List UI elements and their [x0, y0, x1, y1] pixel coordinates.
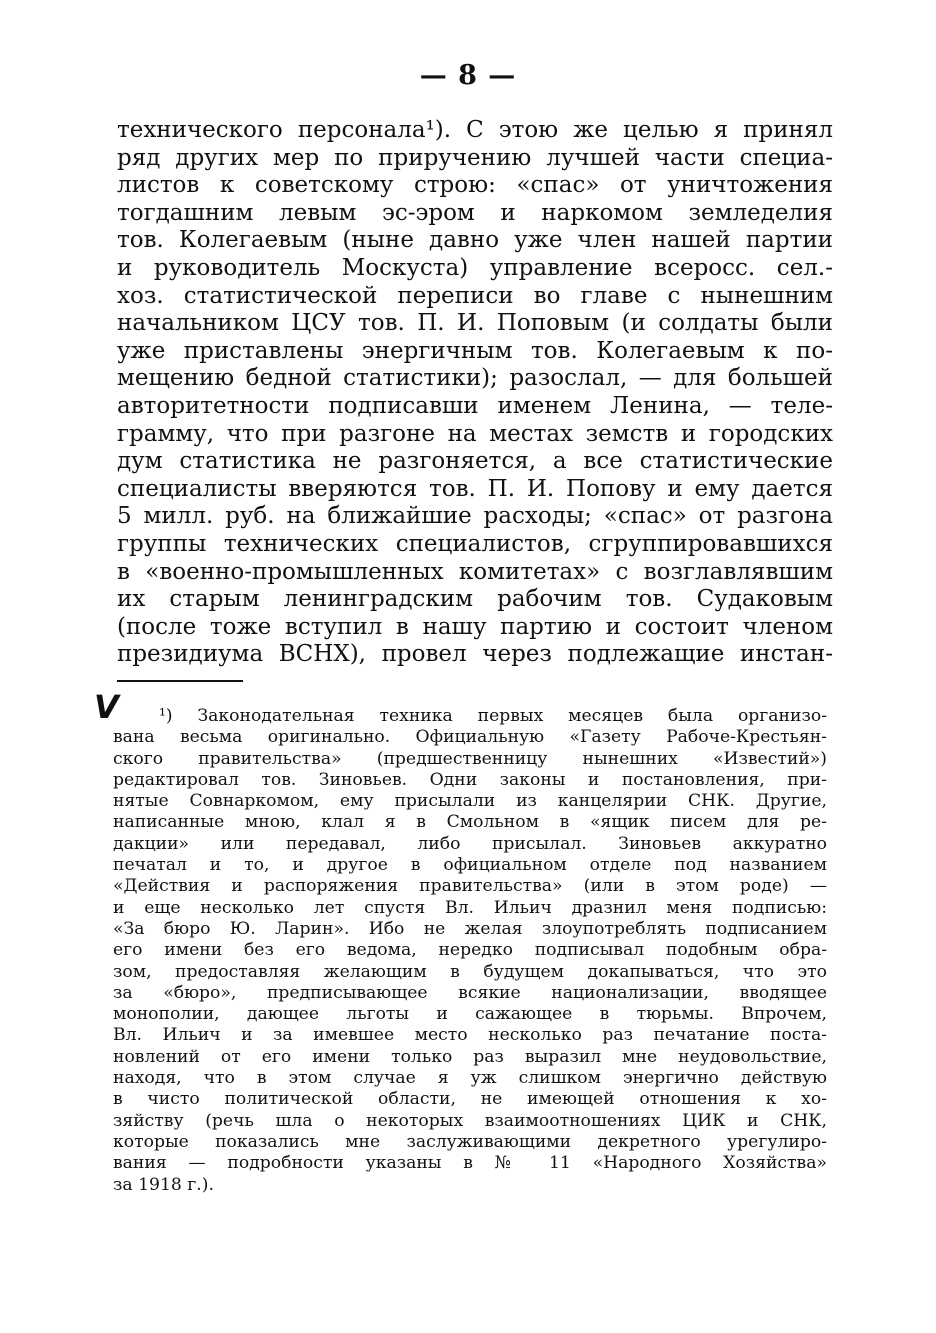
main-text-line: их старым ленинградским рабочим тов. Судаковым	[117, 586, 833, 613]
footnote-line: нятые Совнаркомом, ему присылали из канцелярии СНК. Другие,	[113, 791, 827, 812]
footnote-line: монополии, дающее льготы и сажающее в тюрьмы. Впрочем,	[113, 1004, 827, 1025]
footnote-line: и еще несколько лет спустя Вл. Ильич дразнил меня подписью:	[113, 897, 827, 918]
page-number: — 8 —	[419, 60, 517, 91]
footnote-line: дакции» или передавал, либо присылал. Зиновьев аккуратно	[113, 833, 827, 854]
main-text-line: дум статистика не разгоняется, а все статистические	[117, 448, 833, 475]
footnote-line: за 1918 г.).	[113, 1174, 214, 1195]
main-text-line: грамму, что при разгоне на местах земств и городских	[117, 420, 833, 447]
footnote-line: печатал и то, и другое в официальном отделе под названием	[113, 855, 827, 876]
footnote-line: вана весьма оригинально. Официальную «Газету Рабоче-Крестьян-	[113, 727, 827, 748]
main-text-line: президиума ВСНХ), провел через подлежащие инстан-	[117, 641, 833, 668]
main-text-line: специалисты вверяются тов. П. И. Попову и ему дается	[117, 475, 833, 502]
footnote-line: которые показались мне заслуживающими декретного урегулиро-	[113, 1131, 827, 1152]
main-text-line: и руководитель Москуста) управление всеросс. сел.-	[117, 254, 833, 281]
main-text-line: (после тоже вступил в нашу партию и состоит членом	[117, 613, 833, 640]
footnote-line: его имени без его ведома, нередко подписывал подобным обра-	[113, 940, 827, 961]
footnote-line: Вл. Ильич и за имевшее место несколько раз печатание поста-	[113, 1025, 827, 1046]
main-text-line: мещению бедной статистики); разослал, — для большей	[117, 365, 833, 392]
footnote-line: зяйству (речь шла о некоторых взаимоотношениях ЦИК и СНК,	[113, 1110, 827, 1131]
main-text-line: начальником ЦСУ тов. П. И. Поповым (и солдаты были	[117, 310, 833, 337]
footnote-line: за «бюро», предписывающее всякие национализации, вводящее	[113, 982, 827, 1003]
main-text-line: тогдашним левым эс-эром и наркомом земледелия	[117, 199, 833, 226]
footnote-line: «Действия и распоряжения правительства» (или в этом роде) —	[113, 876, 827, 897]
footnote-line: редактировал тов. Зиновьев. Одни законы и постановления, при-	[113, 769, 827, 790]
main-text-line: технического персонала¹). С этою же целью я принял	[117, 117, 833, 143]
footnote-line: ского правительства» (предшественницу нынешних «Известий»)	[113, 748, 827, 769]
main-text-line: уже приставлены энергичным тов. Колегаевым к по-	[117, 337, 833, 364]
footnote-line: зом, предоставляя желающим в будущем докапываться, что это	[113, 961, 827, 982]
main-text	[117, 117, 833, 669]
main-text-line: хоз. статистической переписи во главе с нынешним	[117, 282, 833, 309]
footnote-line: новлений от его имени только раз выразил мне неудовольствие,	[113, 1046, 827, 1067]
main-text-line: группы технических специалистов, сгруппировавшихся	[117, 530, 833, 557]
main-text-line: листов к советскому строю: «спас» от уничтожения	[117, 172, 833, 199]
footnote-line: вания — подробности указаны в № 11 «Народного Хозяйства»	[113, 1153, 827, 1174]
handwritten-check-mark: V	[94, 688, 119, 726]
footnote-line: в чисто политической области, не имеющей отношения к хо-	[113, 1089, 827, 1110]
main-text-line: в «военно-промышленных комитетах» с возглавлявшим	[117, 558, 833, 585]
main-text-line: авторитетности подписавши именем Ленина, — теле-	[117, 392, 833, 419]
main-text-line: ряд других мер по приручению лучшей части специа-	[117, 144, 833, 171]
main-text-line: 5 милл. руб. на ближайшие расходы; «спас» от разгона	[117, 503, 833, 530]
footnote-divider	[117, 680, 243, 682]
footnote-line: ¹) Законодательная техника первых месяцев была организо-	[159, 706, 827, 726]
main-text-line: тов. Колегаевым (ныне давно уже член нашей партии	[117, 227, 833, 254]
footnote-line: «За бюро Ю. Ларин». Ибо не желая злоупотреблять подписанием	[113, 918, 827, 939]
footnote-line: находя, что в этом случае я уж слишком энергично действую	[113, 1068, 827, 1089]
footnote-line: написанные мною, клал я в Смольном в «ящик писем для ре-	[113, 812, 827, 833]
footnote	[113, 706, 827, 1196]
